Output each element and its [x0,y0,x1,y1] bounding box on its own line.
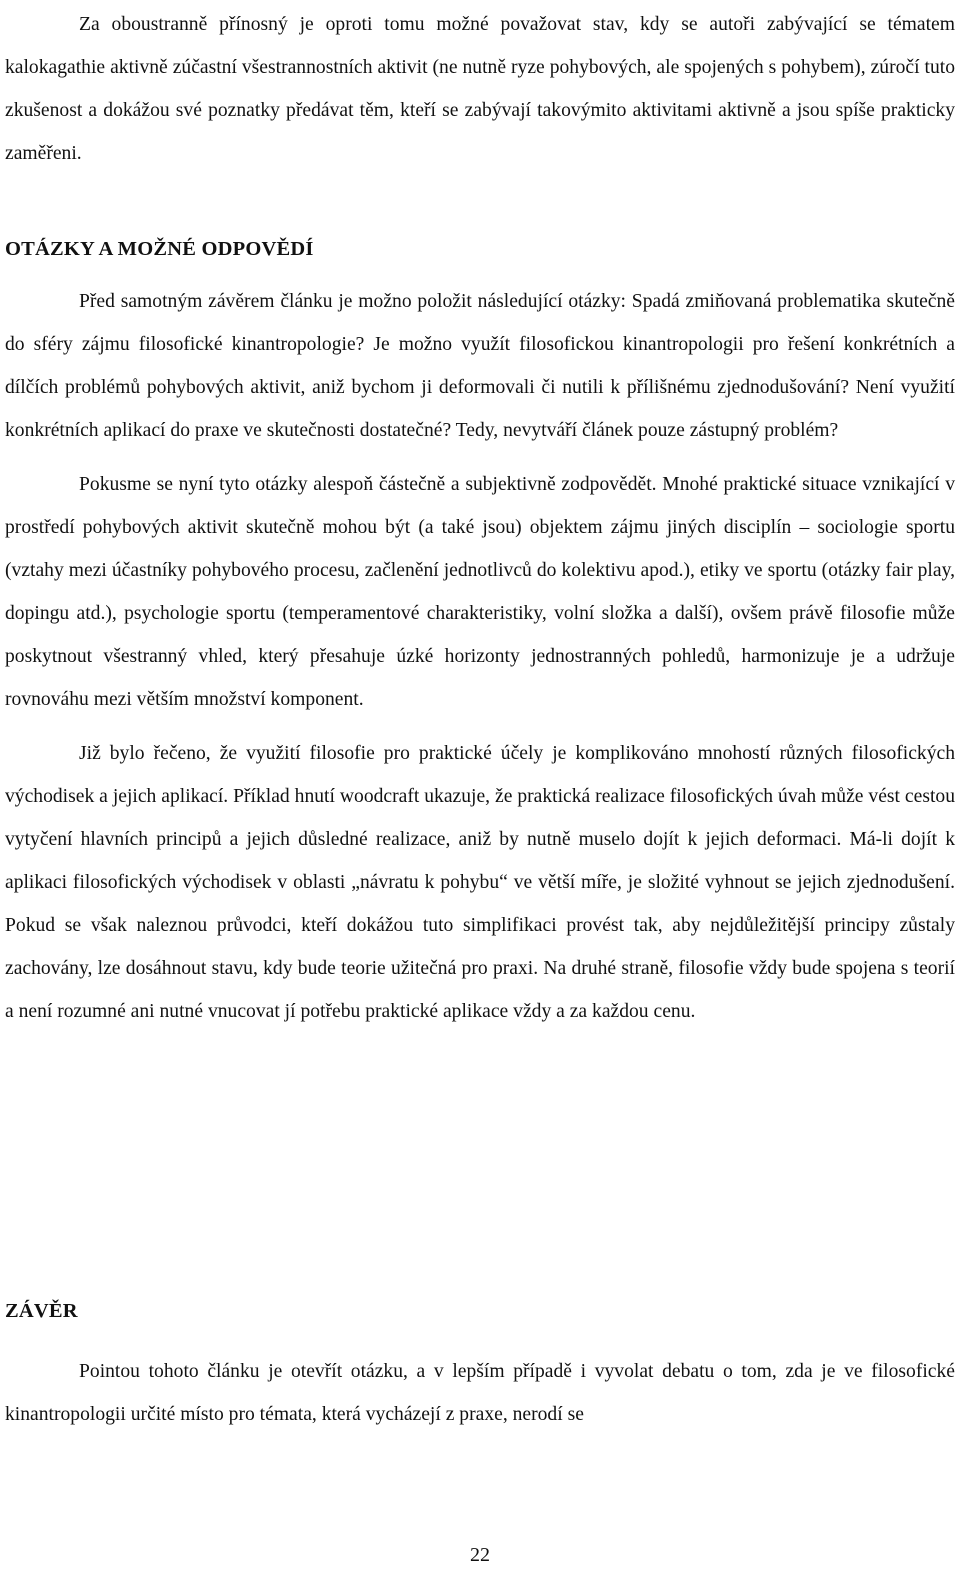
section-conclusion-body [5,1350,955,1436]
section-heading-questions: OTÁZKY A MOŽNÉ ODPOVĚDÍ [5,238,314,260]
page-number: 22 [470,1544,490,1566]
section-heading-conclusion: ZÁVĚR [5,1300,78,1322]
questions-paragraph-3: Již bylo řečeno, že využití filosofie pro praktické účely je komplikováno mnohostí různých filosofických východisek a jejich aplikací. Příklad hnutí woodcraft ukazuje, že praktická realizace filosofických úvah může vést cestou vytyčení hlavních principů a jejich důsledné realizace, aniž by nutně muselo dojít k jejich deformaci. Má-li dojít k aplikaci filosofických východisek v oblasti „návratu k pohybu“ ve větší míře, je složité vyhnout se jejich zjednodušení. Pokud se však naleznou průvodci, kteří dokážou tuto simplifikaci provést tak, aby nejdůležitější principy zůstaly zachovány, lze dosáhnout stavu, kdy bude teorie užitečná pro praxi. Na druhé straně, filosofie vždy bude spojena s teorií a není rozumné ani nutné vnucovat jí potřebu praktické aplikace vždy a za každou cenu. [5,743,955,1022]
intro-paragraph: Za oboustranně přínosný je oproti tomu možné považovat stav, kdy se autoři zabývající se tématem kalokagathie aktivně zúčastní všestrannostních aktivit (ne nutně ryze pohybových, ale spojených s pohybem), zúročí tuto zkušenost a dokážou své poznatky předávat těm, kteří se zabývají takovýmito aktivitami aktivně a jsou spíše prakticky zaměřeni. [5,14,955,164]
questions-paragraph-2: Pokusme se nyní tyto otázky alespoň částečně a subjektivně zodpovědět. Mnohé praktické situace vznikající v prostředí pohybových aktivit skutečně mohou být (a také jsou) objektem zájmu jiných disciplín – sociologie sportu (vztahy mezi účastníky pohybového procesu, začlenění jednotlivců do kolektivu apod.), etiky ve sportu (otázky fair play, dopingu atd.), psychologie sportu (temperamentové charakteristiky, volní složka a další), ovšem právě filosofie může poskytnout všestranný vhled, který přesahuje úzké horizonty jednostranných pohledů, harmonizuje je a udržuje rovnováhu mezi větším množství komponent. [5,474,955,710]
section-questions-body [5,280,955,1033]
conclusion-paragraph-1: Pointou tohoto článku je otevřít otázku, a v lepším případě i vyvolat debatu o tom, zda je ve filosofické kinantropologii určité místo pro témata, která vycházejí z praxe, nerodí se [5,1361,955,1425]
questions-paragraph-1: Před samotným závěrem článku je možno položit následující otázky: Spadá zmiňovaná problematika skutečně do sféry zájmu filosofické kinantropologie? Je možno využít filosofickou kinantropologii pro řešení konkrétních a dílčích problémů pohybových aktivit, aniž bychom ji deformovali či nutili k přílišnému zjednodušování? Není využití konkrétních aplikací do praxe ve skutečnosti dostatečné? Tedy, nevytváří článek pouze zástupný problém? [5,291,955,441]
